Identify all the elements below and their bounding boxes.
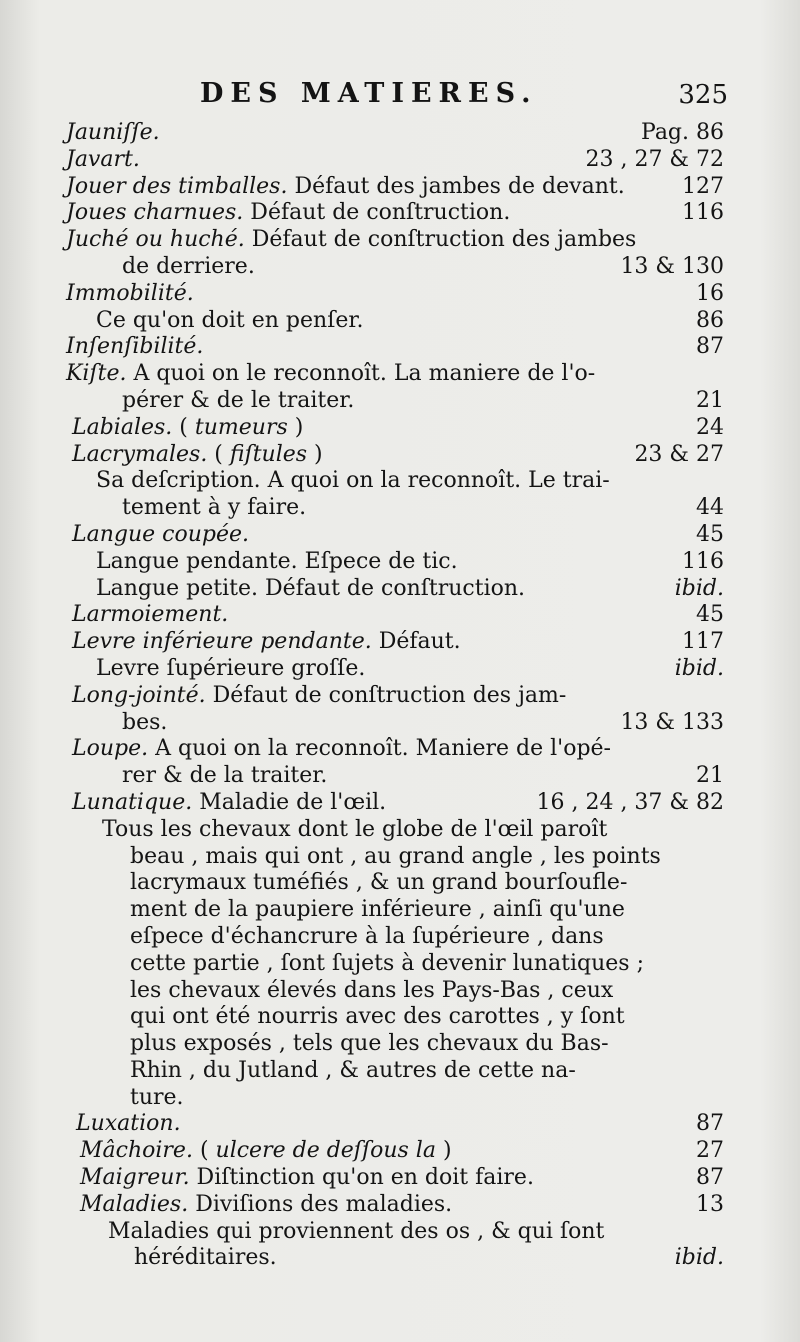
entry-term: Long-jointé.	[72, 682, 206, 708]
page-reference: 13 & 133	[620, 709, 724, 735]
page-number: 325	[678, 80, 728, 110]
entry-text	[96, 308, 363, 335]
index-line	[0, 951, 800, 978]
page-reference: ibid.	[674, 655, 724, 681]
entry-text	[66, 147, 140, 174]
index-line	[0, 334, 800, 361]
index-line	[0, 1192, 800, 1219]
entry-description: Langue pendante. Eſpece de tic.	[96, 548, 458, 574]
entry-description: Diſtinction qu'on en doit faire.	[189, 1165, 534, 1191]
page-reference: Pag. 86	[641, 120, 724, 145]
entry-description: tement à y faire.	[122, 495, 307, 521]
entry-description: )	[435, 1138, 452, 1164]
entry-text	[122, 710, 167, 737]
index-line	[0, 656, 800, 683]
entry-description: ment de la paupiere inférieure , ainſi qu'une	[130, 897, 625, 923]
entry-text	[80, 1138, 452, 1165]
entry-description: Langue petite. Défaut de conſtruction.	[96, 575, 526, 601]
entry-text	[130, 1058, 576, 1085]
entry-description: plus exposés , tels que les chevaux du Bas-	[130, 1031, 609, 1057]
entry-description: pérer & de le traiter.	[122, 387, 355, 413]
entry-text	[66, 281, 194, 308]
entry-term: Jauniſſe.	[66, 120, 160, 145]
entry-text	[80, 1165, 534, 1192]
entry-term: Juché ou huché.	[66, 227, 245, 253]
index-line	[0, 1031, 800, 1058]
entry-description: Rhin , du Jutland , & autres de cette na-	[130, 1057, 576, 1083]
entry-description: Maladies qui proviennent des os , & qui ſont	[108, 1218, 605, 1244]
entry-term: Joues charnues.	[66, 200, 244, 226]
entry-description: de derriere.	[122, 253, 255, 279]
entry-description: (	[192, 1138, 216, 1164]
entry-description: Maladie de l'œil.	[192, 789, 387, 815]
index-line	[0, 1245, 800, 1272]
entry-description: Sa deſcription. A quoi on la reconnoît. Le trai-	[96, 468, 610, 494]
entry-description: Défaut de conſtruction des jambes	[244, 227, 637, 253]
index-line	[0, 924, 800, 951]
entry-text	[72, 602, 228, 629]
entry-text	[72, 629, 461, 656]
page-reference: 127	[682, 173, 724, 199]
index-line	[0, 388, 800, 415]
entry-description: Diviſions des maladies.	[188, 1191, 453, 1217]
entry-text	[96, 468, 610, 495]
entry-term: Inſenſibilité.	[66, 334, 204, 360]
index-line	[0, 200, 800, 227]
page-reference: 45	[696, 521, 724, 547]
index-line	[0, 227, 800, 254]
entry-term: Labiales.	[72, 414, 173, 440]
index-line	[0, 817, 800, 844]
page-reference: 13 & 130	[620, 253, 724, 279]
index-line	[0, 174, 800, 201]
entry-term: Mâchoire.	[80, 1138, 193, 1164]
index-line	[0, 147, 800, 174]
page-reference: ibid.	[674, 1245, 724, 1271]
page-reference: 21	[696, 763, 724, 789]
entry-text	[130, 924, 604, 951]
index-line	[0, 361, 800, 388]
entry-text	[66, 227, 636, 254]
entry-description: lacrymaux tuméfiés , & un grand bourſoufle-	[130, 870, 628, 896]
entry-term: Javart.	[66, 146, 140, 172]
index-line	[0, 442, 800, 469]
entry-text	[72, 415, 303, 442]
entry-text	[130, 844, 661, 871]
entry-text	[130, 1031, 609, 1058]
entry-text	[72, 442, 323, 469]
page-reference: 16 , 24 , 37 & 82	[536, 789, 724, 815]
index-line	[0, 790, 800, 817]
entry-description: bes.	[122, 709, 168, 735]
entry-text	[122, 495, 306, 522]
page-reference: 23 & 27	[634, 441, 724, 467]
index-line	[0, 710, 800, 737]
entry-text	[122, 763, 327, 790]
entry-description: Levre ſupérieure groſſe.	[96, 655, 366, 681]
entry-text	[66, 174, 625, 201]
index-line	[0, 576, 800, 603]
entry-description: Défaut de conſtruction.	[243, 200, 511, 226]
entry-term: Maigreur.	[80, 1165, 190, 1191]
entry-description: (	[172, 414, 195, 440]
entry-term: Loupe.	[72, 736, 149, 762]
entry-description: Tous les chevaux dont le globe de l'œil paroît	[102, 816, 608, 842]
entry-term: Kiſte.	[66, 361, 127, 387]
index-line	[0, 1004, 800, 1031]
entry-text	[66, 334, 203, 361]
page-reference: 45	[696, 602, 724, 628]
entry-term: tumeurs	[194, 414, 288, 440]
index-line	[0, 120, 800, 147]
entry-text	[66, 361, 595, 388]
entry-description: (	[207, 441, 230, 467]
page-reference: 24	[696, 414, 724, 440]
index-line	[0, 844, 800, 871]
index-entries	[0, 120, 800, 1272]
entry-text	[130, 870, 627, 897]
entry-text	[80, 1192, 452, 1219]
page-reference: 44	[696, 495, 724, 521]
entry-text	[76, 1111, 181, 1138]
entry-text	[96, 656, 365, 683]
entry-text	[122, 254, 255, 281]
index-line	[0, 1138, 800, 1165]
index-line	[0, 763, 800, 790]
entry-text	[122, 388, 354, 415]
index-line	[0, 495, 800, 522]
entry-text	[72, 683, 566, 710]
page-reference: 27	[696, 1138, 724, 1164]
running-title: DES MATIERES.	[200, 78, 538, 109]
index-line	[0, 602, 800, 629]
entry-description: )	[287, 414, 304, 440]
index-line	[0, 468, 800, 495]
entry-text	[130, 978, 613, 1005]
index-line	[0, 897, 800, 924]
page-reference: 21	[696, 387, 724, 413]
entry-description: Défaut.	[371, 629, 461, 655]
index-line	[0, 1219, 800, 1246]
entry-description: héréditaires.	[134, 1245, 277, 1271]
index-line	[0, 683, 800, 710]
entry-text	[130, 897, 625, 924]
page-reference: 87	[696, 334, 724, 360]
entry-text	[96, 576, 525, 603]
entry-term: Maladies.	[80, 1191, 189, 1217]
entry-description: A quoi on la reconnoît. Maniere de l'opé-	[148, 736, 611, 762]
index-line	[0, 549, 800, 576]
index-line	[0, 1165, 800, 1192]
page-reference: 23 , 27 & 72	[585, 146, 724, 172]
page-reference: 116	[682, 548, 724, 574]
entry-description: Défaut des jambes de devant.	[287, 173, 625, 199]
entry-description: qui ont été nourris avec des carottes , y ſont	[130, 1004, 625, 1030]
entry-description: rer & de la traiter.	[122, 763, 328, 789]
page-header	[60, 78, 728, 118]
page-reference: 13	[696, 1191, 724, 1217]
entry-text	[130, 1085, 184, 1112]
index-line	[0, 629, 800, 656]
entry-term: Lunatique.	[72, 789, 193, 815]
entry-text	[72, 522, 249, 549]
entry-term: Langue coupée.	[72, 521, 250, 547]
index-line	[0, 1058, 800, 1085]
index-line	[0, 281, 800, 308]
page-reference: 16	[696, 280, 724, 306]
index-line	[0, 1085, 800, 1112]
index-line	[0, 870, 800, 897]
entry-text	[108, 1219, 604, 1246]
page-reference: 86	[696, 307, 724, 333]
entry-term: Levre inférieure pendante.	[72, 629, 372, 655]
entry-description: cette partie , ſont ſujets à devenir lunatiques ;	[130, 950, 645, 976]
index-line	[0, 522, 800, 549]
entry-text	[130, 1004, 625, 1031]
page-reference: ibid.	[674, 575, 724, 601]
index-line	[0, 978, 800, 1005]
entry-term: ulcere de deſſous la	[215, 1138, 436, 1164]
entry-term: Larmoiement.	[72, 602, 229, 628]
entry-description: A quoi on le reconnoît. La maniere de l'o-	[126, 361, 596, 387]
entry-description: beau , mais qui ont , au grand angle , les points	[130, 843, 661, 869]
entry-text	[96, 549, 458, 576]
entry-text	[66, 120, 160, 147]
entry-description: ture.	[130, 1084, 184, 1110]
entry-text	[130, 951, 644, 978]
page-reference: 116	[682, 200, 724, 226]
entry-term: Luxation.	[76, 1111, 181, 1137]
entry-description: les chevaux élevés dans les Pays-Bas , ceux	[130, 977, 614, 1003]
entry-text	[72, 790, 386, 817]
entry-term: Lacrymales.	[72, 441, 208, 467]
entry-description: eſpece d'échancrure à la ſupérieure , dans	[130, 923, 604, 949]
index-line	[0, 415, 800, 442]
page-reference: 117	[682, 629, 724, 655]
page-reference: 87	[696, 1111, 724, 1137]
index-line	[0, 254, 800, 281]
entry-term: Immobilité.	[66, 280, 194, 306]
index-line	[0, 1111, 800, 1138]
entry-description: )	[307, 441, 323, 467]
entry-text	[72, 736, 611, 763]
index-line	[0, 736, 800, 763]
index-line	[0, 308, 800, 335]
entry-text	[134, 1245, 277, 1272]
entry-text	[102, 817, 607, 844]
entry-description: Défaut de conſtruction des jam-	[205, 682, 567, 708]
page-reference: 87	[696, 1165, 724, 1191]
entry-description: Ce qu'on doit en penſer.	[96, 307, 364, 333]
entry-text	[66, 200, 510, 227]
entry-term: Jouer des timballes.	[66, 173, 288, 199]
entry-term: fiſtules	[229, 441, 308, 467]
